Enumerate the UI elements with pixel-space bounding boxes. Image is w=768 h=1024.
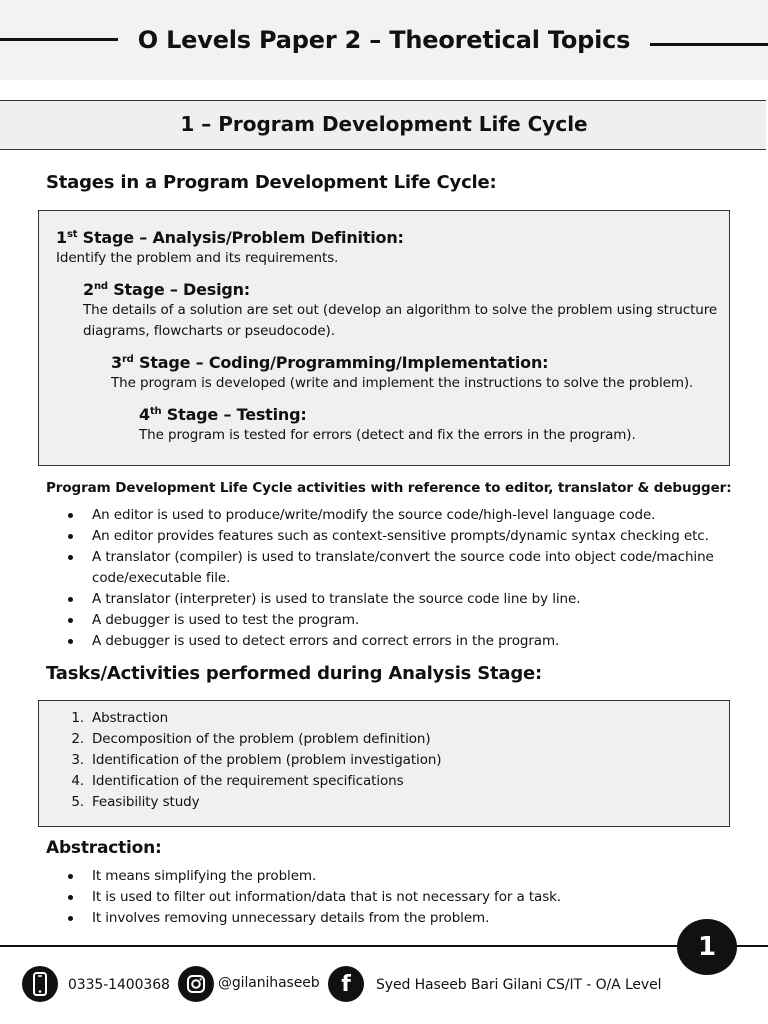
stage-2-title: 2nd Stage – Design: <box>83 280 250 299</box>
list-item: An editor provides features such as context-sensitive prompts/dynamic syntax checking etc. <box>46 526 746 547</box>
tasks-heading: Tasks/Activities performed during Analysis Stage: <box>46 663 543 684</box>
stages-heading: Stages in a Program Development Life Cycle: <box>46 172 497 193</box>
bullet-icon <box>68 555 73 560</box>
stage-2-text-line-1: The details of a solution are set out (develop an algorithm to solve the problem using structure <box>83 302 718 318</box>
bullet-icon <box>68 597 73 602</box>
footer-rule <box>0 945 768 947</box>
bullet-icon <box>68 639 73 644</box>
header-rule-right <box>650 43 768 46</box>
instagram-icon <box>178 966 214 1002</box>
stage-4 <box>139 405 728 446</box>
phone-icon <box>22 966 58 1002</box>
abstraction-list <box>46 866 746 929</box>
stage-2-text-line-2: diagrams, flowcharts or pseudocode). <box>83 323 335 339</box>
list-item: 5. Feasibility study <box>71 794 200 810</box>
bullet-icon <box>68 895 73 900</box>
abstraction-heading: Abstraction: <box>46 838 162 858</box>
page-number: 1 <box>677 919 737 975</box>
activities-list-wrap <box>46 505 746 652</box>
facebook-icon: f <box>328 966 364 1002</box>
stage-4-text: The program is tested for errors (detect and fix the errors in the program). <box>139 427 636 443</box>
tasks-list-wrap <box>46 708 726 813</box>
list-item: It involves removing unnecessary details from the problem. <box>46 908 746 929</box>
bullet-icon <box>68 618 73 623</box>
list-item: A translator (compiler) is used to translate/convert the source code into object code/machine code/executable file. <box>46 547 746 589</box>
stage-1 <box>56 228 726 269</box>
bullet-icon <box>68 916 73 921</box>
list-item: 4. Identification of the requirement specifications <box>71 773 404 789</box>
footer-phone: 0335-1400368 <box>68 977 170 993</box>
list-item: 3. Identification of the problem (problem investigation) <box>71 752 442 768</box>
header-rule-left <box>0 38 118 41</box>
stage-3-text: The program is developed (write and implement the instructions to solve the problem). <box>111 375 694 391</box>
stage-4-title: 4th Stage – Testing: <box>139 405 307 424</box>
list-item: An editor is used to produce/write/modify the source code/high-level language code. <box>46 505 746 526</box>
section-title: 1 – Program Development Life Cycle <box>180 112 588 136</box>
tasks-list <box>46 708 726 813</box>
stage-3 <box>111 353 728 394</box>
footer-author: Syed Haseeb Bari Gilani CS/IT - O/A Level <box>376 977 662 993</box>
abstraction-list-wrap <box>46 866 746 929</box>
stage-1-title: 1st Stage – Analysis/Problem Definition: <box>56 228 404 247</box>
list-item: 1. Abstraction <box>71 710 169 726</box>
bullet-icon <box>68 534 73 539</box>
list-item: 2. Decomposition of the problem (problem definition) <box>71 731 431 747</box>
bullet-icon <box>68 513 73 518</box>
stage-3-title: 3rd Stage – Coding/Programming/Implementation: <box>111 353 549 372</box>
list-item: It means simplifying the problem. <box>46 866 746 887</box>
activities-list <box>46 505 746 652</box>
footer-instagram: @gilanihaseeb <box>218 975 320 991</box>
page-title: O Levels Paper 2 – Theoretical Topics <box>137 26 631 54</box>
list-item: A debugger is used to detect errors and correct errors in the program. <box>46 631 746 652</box>
list-item: A translator (interpreter) is used to translate the source code line by line. <box>46 589 746 610</box>
list-item: A debugger is used to test the program. <box>46 610 746 631</box>
list-item: It is used to filter out information/data that is not necessary for a task. <box>46 887 746 908</box>
stage-2 <box>83 280 728 342</box>
stage-1-text: Identify the problem and its requirements. <box>56 250 339 266</box>
activities-heading: Program Development Life Cycle activities with reference to editor, translator & debugger: <box>46 480 732 496</box>
bullet-icon <box>68 874 73 879</box>
